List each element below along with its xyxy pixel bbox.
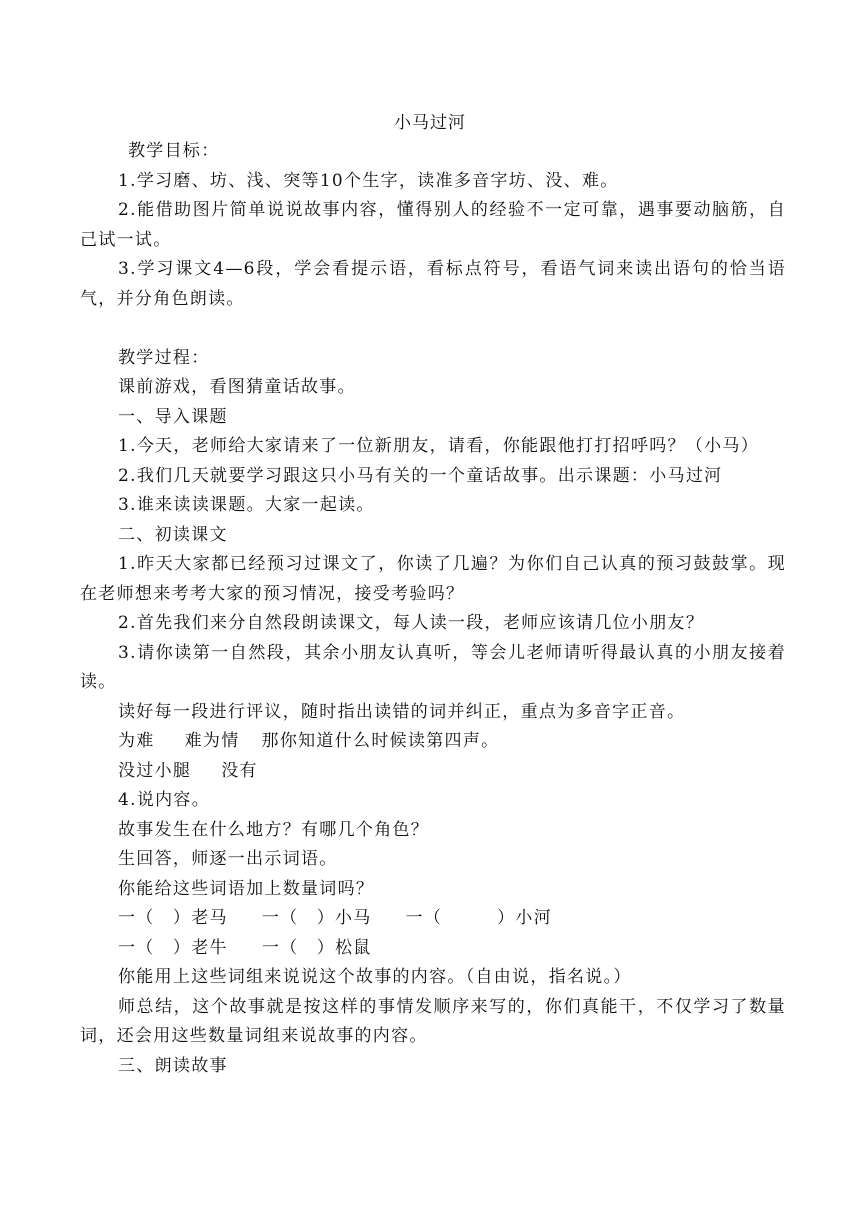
warmup-text: 课前游戏，看图猜童话故事。 xyxy=(118,377,356,397)
pronunciation-word: 没有 xyxy=(221,760,258,781)
pronunciation-word: 没过小腿 xyxy=(118,760,192,781)
measure-word-item: 一（ ）老牛 xyxy=(118,937,228,958)
section-item: 2.首先我们来分自然段朗读课文，每人读一段，老师应该请几位小朋友？ xyxy=(118,613,705,633)
objective-item: 3.学习课文4—6段，学会看提示语，看标点符号，看语气词来读出语句的恰当语气，并分角色朗读。 xyxy=(80,259,786,309)
section-item: 3.谁来读读课题。大家一起读。 xyxy=(118,495,375,515)
measure-word-item: 一（ ）小马 xyxy=(261,908,372,928)
section-heading: 三、朗读故事 xyxy=(118,1055,228,1076)
document-body xyxy=(80,137,786,1081)
body-text: 你能用上这些词组来说说这个故事的内容。（自由说，指名说。） xyxy=(118,967,632,987)
section-item: 读好每一段进行评议，随时指出读错的词并纠正，重点为多音字正音。 xyxy=(118,701,686,722)
pronunciation-line xyxy=(80,727,786,757)
objective-item: 1.学习磨、坊、浅、突等10个生字，读准多音字坊、没、难。 xyxy=(118,170,619,191)
pronunciation-line xyxy=(80,757,786,787)
section-heading: 一、导入课题 xyxy=(118,406,228,427)
section-item: 1.今天，老师给大家请来了一位新朋友，请看，你能跟他打打招呼吗？（小马） xyxy=(118,436,760,456)
section-item: 3.请你读第一自然段，其余小朋友认真听，等会儿老师请听得最认真的小朋友接着读。 xyxy=(80,642,786,692)
measure-word-item: 一（ ）老马 xyxy=(118,908,228,928)
question-text: 生回答，师逐一出示词语。 xyxy=(118,849,338,869)
body-text: 师总结，这个故事就是按这样的事情发顺序来写的，你们真能干，不仅学习了数量词，还会用这些数量词组来说故事的内容。 xyxy=(80,996,786,1046)
question-text: 故事发生在什么地方？有哪几个角色？ xyxy=(118,819,430,840)
section-heading: 二、初读课文 xyxy=(118,524,228,545)
pronunciation-word: 为难 xyxy=(118,731,155,751)
section-item: 1.昨天大家都已经预习过课文了，你读了几遍？为你们自己认真的预习鼓鼓掌。现在老师想来考考大家的预习情况，接受考验吗？ xyxy=(80,554,786,604)
content-heading: 4.说内容。 xyxy=(118,790,211,810)
question-text: 你能给这些词语加上数量词吗？ xyxy=(118,878,375,899)
section-item: 2.我们几天就要学习跟这只小马有关的一个童话故事。出示课题：小马过河 xyxy=(118,465,723,486)
document-title: 小马过河 xyxy=(394,113,466,133)
measure-word-item: 一（ ）松鼠 xyxy=(261,937,372,958)
blank-line xyxy=(80,314,786,344)
pronunciation-note: 那你知道什么时候读第四声。 xyxy=(261,731,500,751)
measure-word-line xyxy=(80,934,786,964)
objectives-heading: 教学目标： xyxy=(128,141,220,161)
process-heading: 教学过程： xyxy=(118,347,210,368)
pronunciation-word: 难为情 xyxy=(184,731,240,751)
measure-word-item: 一（ ）小河 xyxy=(405,908,553,928)
measure-word-line xyxy=(80,904,786,934)
objective-item: 2.能借助图片简单说说故事内容，懂得别人的经验不一定可靠，遇事要动脑筋，自己试一试。 xyxy=(80,200,786,250)
